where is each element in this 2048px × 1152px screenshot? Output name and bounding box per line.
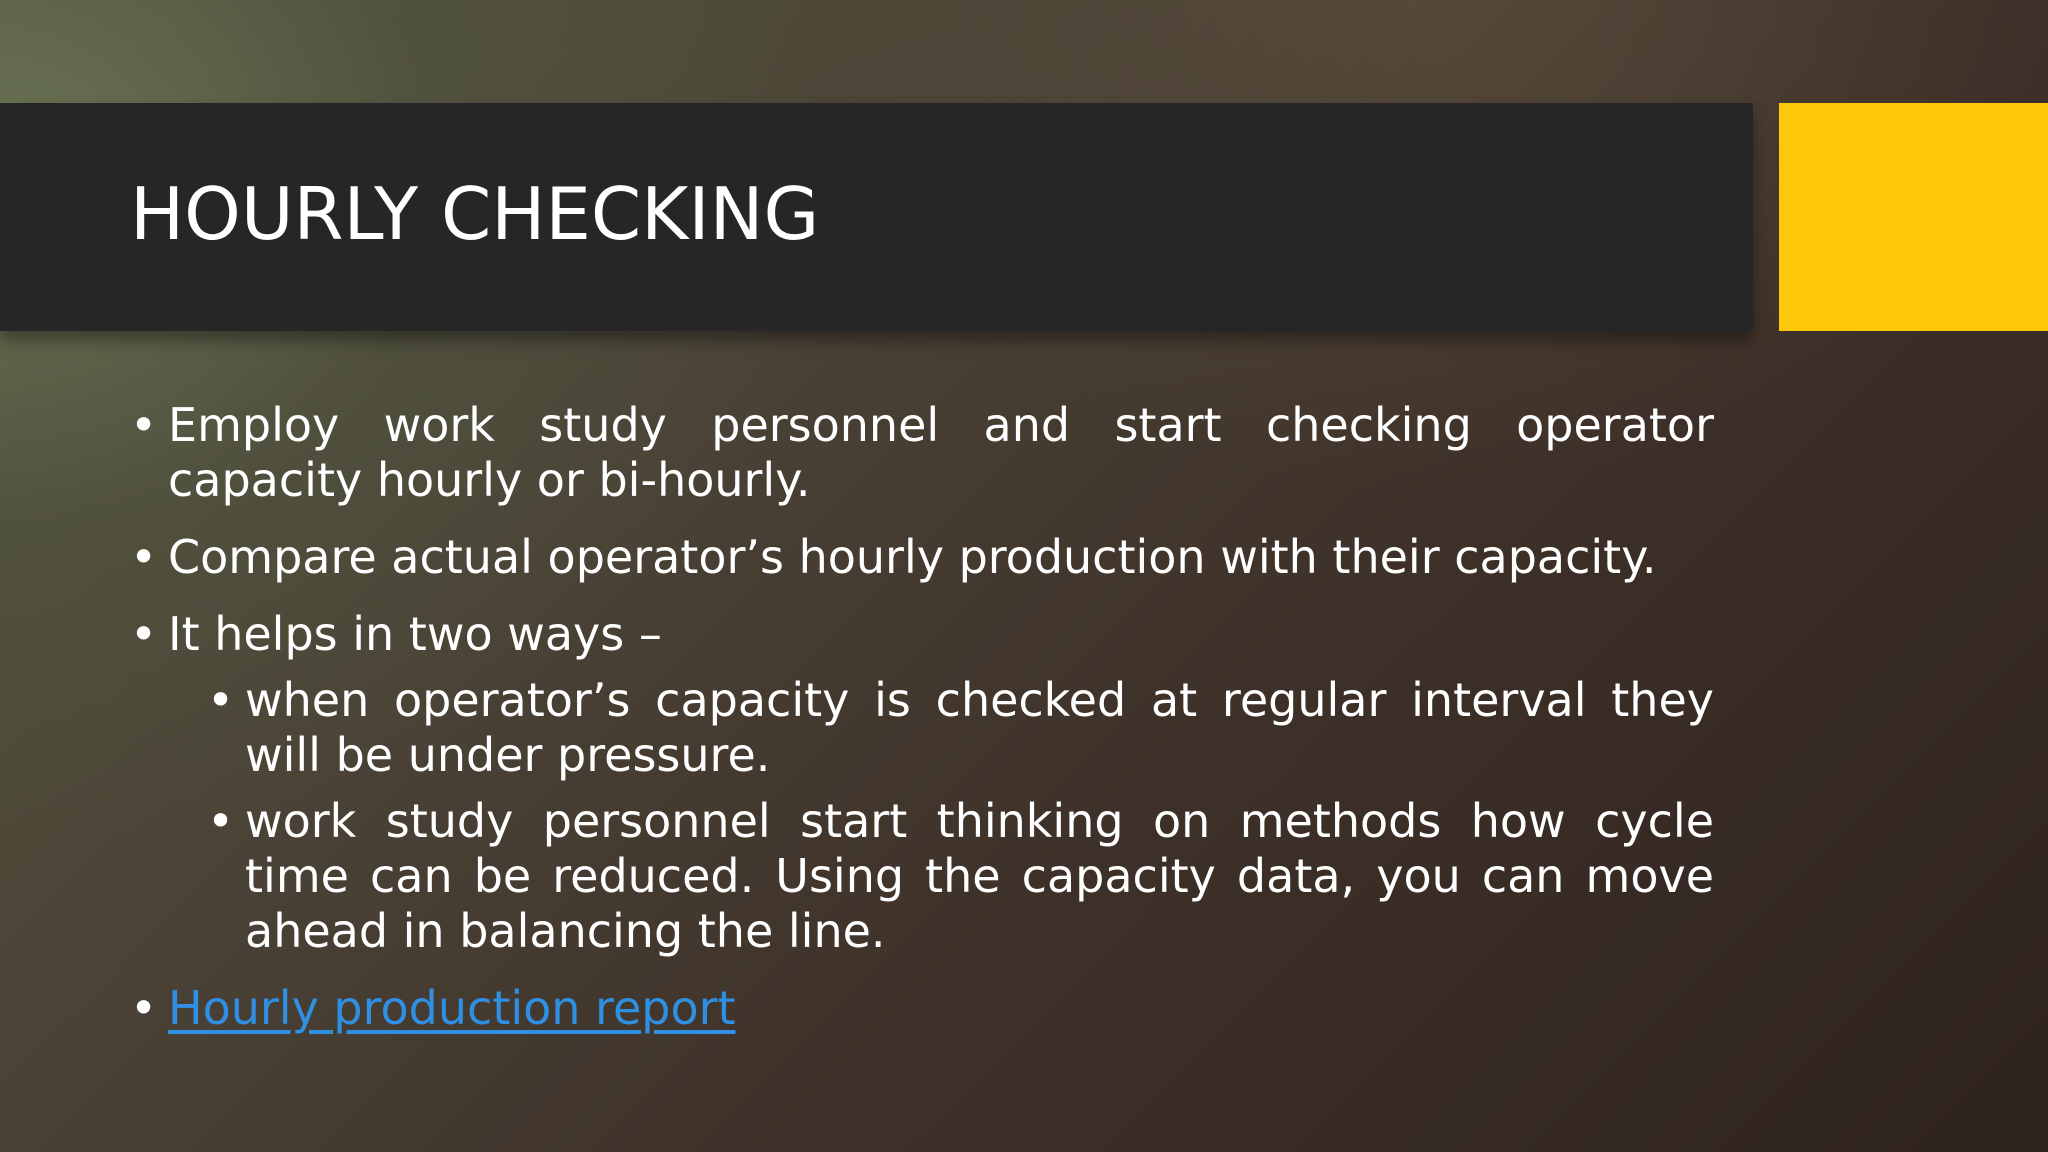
bullet-item-link xyxy=(130,981,1714,1036)
slide-content xyxy=(130,398,1714,1058)
sub-bullet-item: • when operator’s capacity is checked at regular interval they will be under pressure. xyxy=(207,673,1714,783)
bullet-item: • Employ work study personnel and start checking operator capacity hourly or bi-hourly. xyxy=(130,398,1714,508)
accent-square xyxy=(1779,103,2048,331)
hourly-production-report-link[interactable]: Hourly production report xyxy=(168,981,736,1035)
bullet-item: • It helps in two ways – xyxy=(130,607,1714,662)
slide-title: HOURLY CHECKING xyxy=(130,172,820,256)
bullet-item: • Compare actual operator’s hourly production with their capacity. xyxy=(130,530,1714,585)
sub-bullet-item: • work study personnel start thinking on methods how cycle time can be reduced. Using the capacity data, you can move ahead in balancing the line. xyxy=(207,794,1714,959)
